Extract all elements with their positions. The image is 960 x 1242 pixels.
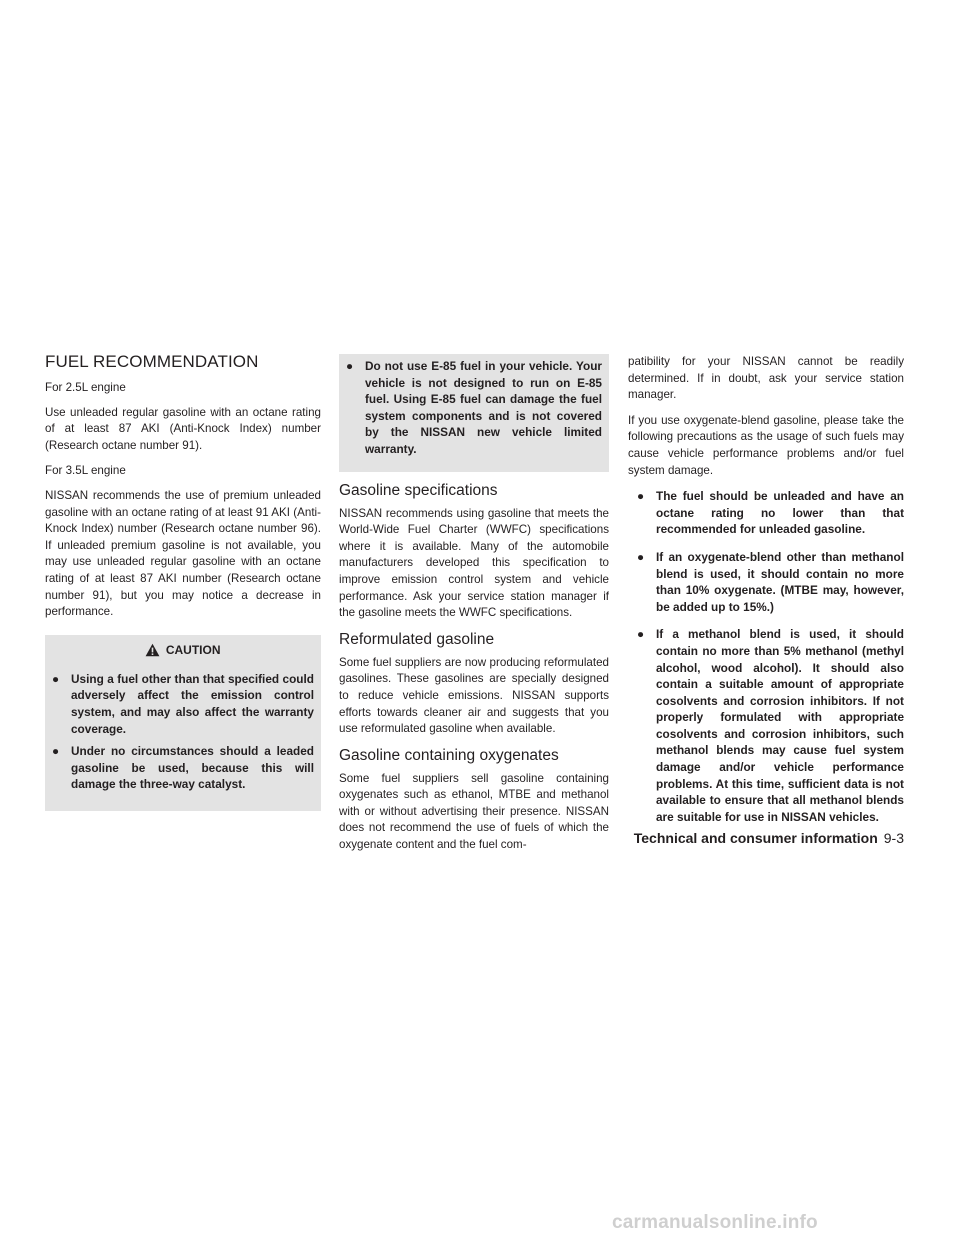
caution-header xyxy=(52,641,314,659)
column-3 xyxy=(628,354,904,836)
reformulated-gasoline-heading: Reformulated gasoline xyxy=(339,630,495,648)
reformulated-gasoline-text: Some fuel suppliers are now producing reformulated gasolines. These gasolines are specially designed to reduce vehicle emissions. NISSAN supports efforts towards cleaner air and suggests that you use reformulated gasoline when available. xyxy=(339,655,609,736)
watermark: carmanualsonline.info xyxy=(612,1212,818,1233)
precaution-item xyxy=(637,549,904,615)
footer-section-title: Technical and consumer information xyxy=(633,830,878,846)
precautions-list xyxy=(628,488,904,825)
caution-item-text: Using a fuel other than that specified could adversely affect the emission control system, and may also affect the warranty coverage. xyxy=(71,671,314,736)
bullet-icon: ● xyxy=(346,359,354,373)
engine-35-text: NISSAN recommends the use of premium unleaded gasoline with an octane rating of at least 91 AKI (Anti-Knock Index) number (Research octane number 96). If unleaded premium gasoline is not available, you may use unleaded regular gasoline with an octane rating of at least 87 AKI number (Research octane number 91), but you may notice a decrease in performance. xyxy=(45,488,321,619)
e85-warning-box xyxy=(339,354,609,472)
precaution-item-text: The fuel should be unleaded and have an octane rating no lower than that recommended for unleaded gasoline. xyxy=(656,489,904,537)
precautions-text: If you use oxygenate-blend gasoline, please take the following precautions as the usage of such fuels may cause vehicle performance problems and/or fuel system damage. xyxy=(628,413,904,477)
bullet-icon: ● xyxy=(637,489,645,504)
precaution-item-text: If a methanol blend is used, it should contain no more than 5% methanol (methyl alcohol, wood alcohol). It should also contain a suitable amount of appropriate cosolvents and corrosion inhibitors. If not properly formulated with appropriate cosolvents and corrosion inhibitors, such methanol blends may cause fuel system damage and/or vehicle performance problems. At this time, sufficient data is not available to ensure that all methanol blends are suitable for use in NISSAN vehicles. xyxy=(656,627,904,824)
e85-warning-text: Do not use E-85 fuel in your vehicle. Your vehicle is not designed to run on E-85 fuel. Using E-85 fuel can damage the fuel system components and is not covered by the NISSAN new vehicle limited warranty. xyxy=(365,359,602,456)
caution-item xyxy=(52,743,314,793)
section-title: FUEL RECOMMENDATION xyxy=(45,352,259,371)
engine-25-heading: For 2.5L engine xyxy=(45,381,126,394)
column-1 xyxy=(45,352,321,811)
warning-icon xyxy=(145,643,160,657)
oxygenates-text-continued: patibility for your NISSAN cannot be readily determined. If in doubt, ask your service station manager. xyxy=(628,355,904,402)
engine-25-text: Use unleaded regular gasoline with an octane rating of at least 87 AKI (Anti-Knock Index) number (Research octane number 91). xyxy=(45,405,321,452)
page-footer xyxy=(634,830,904,846)
e85-warning-item xyxy=(346,358,602,458)
bullet-icon: ● xyxy=(637,549,645,564)
caution-item-text: Under no circumstances should a leaded gasoline be used, because this will damage the three-way catalyst. xyxy=(71,744,314,792)
caution-title: CAUTION xyxy=(165,642,221,657)
column-2 xyxy=(339,354,609,863)
precaution-item xyxy=(637,626,904,825)
oxygenates-heading: Gasoline containing oxygenates xyxy=(339,746,559,764)
precaution-item-text: If an oxygenate-blend other than methanol blend is used, it should contain no more than 10% oxygenate. (MTBE may, however, be added up to 15%.) xyxy=(656,549,904,614)
bullet-icon: ● xyxy=(52,744,60,759)
bullet-icon: ● xyxy=(637,627,645,642)
oxygenates-text: Some fuel suppliers sell gasoline containing oxygenates such as ethanol, MTBE and methanol with or without advertising their presence. NISSAN does not recommend the use of fuels of which the oxygenate content and the fuel com- xyxy=(339,771,609,852)
precaution-item xyxy=(637,488,904,538)
gasoline-specifications-heading: Gasoline specifications xyxy=(339,481,498,499)
engine-35-heading: For 3.5L engine xyxy=(45,464,126,478)
page-number: 9-3 xyxy=(883,830,904,846)
caution-box xyxy=(45,635,321,811)
bullet-icon: ● xyxy=(52,671,60,686)
caution-item xyxy=(52,671,314,737)
gasoline-specifications-text: NISSAN recommends using gasoline that meets the World-Wide Fuel Charter (WWFC) specifications where it is available. Many of the automobile manufacturers developed this specification to improve emission control system and vehicle performance. Ask your service station manager if the gasoline meets the WWFC specifications. xyxy=(339,506,609,620)
